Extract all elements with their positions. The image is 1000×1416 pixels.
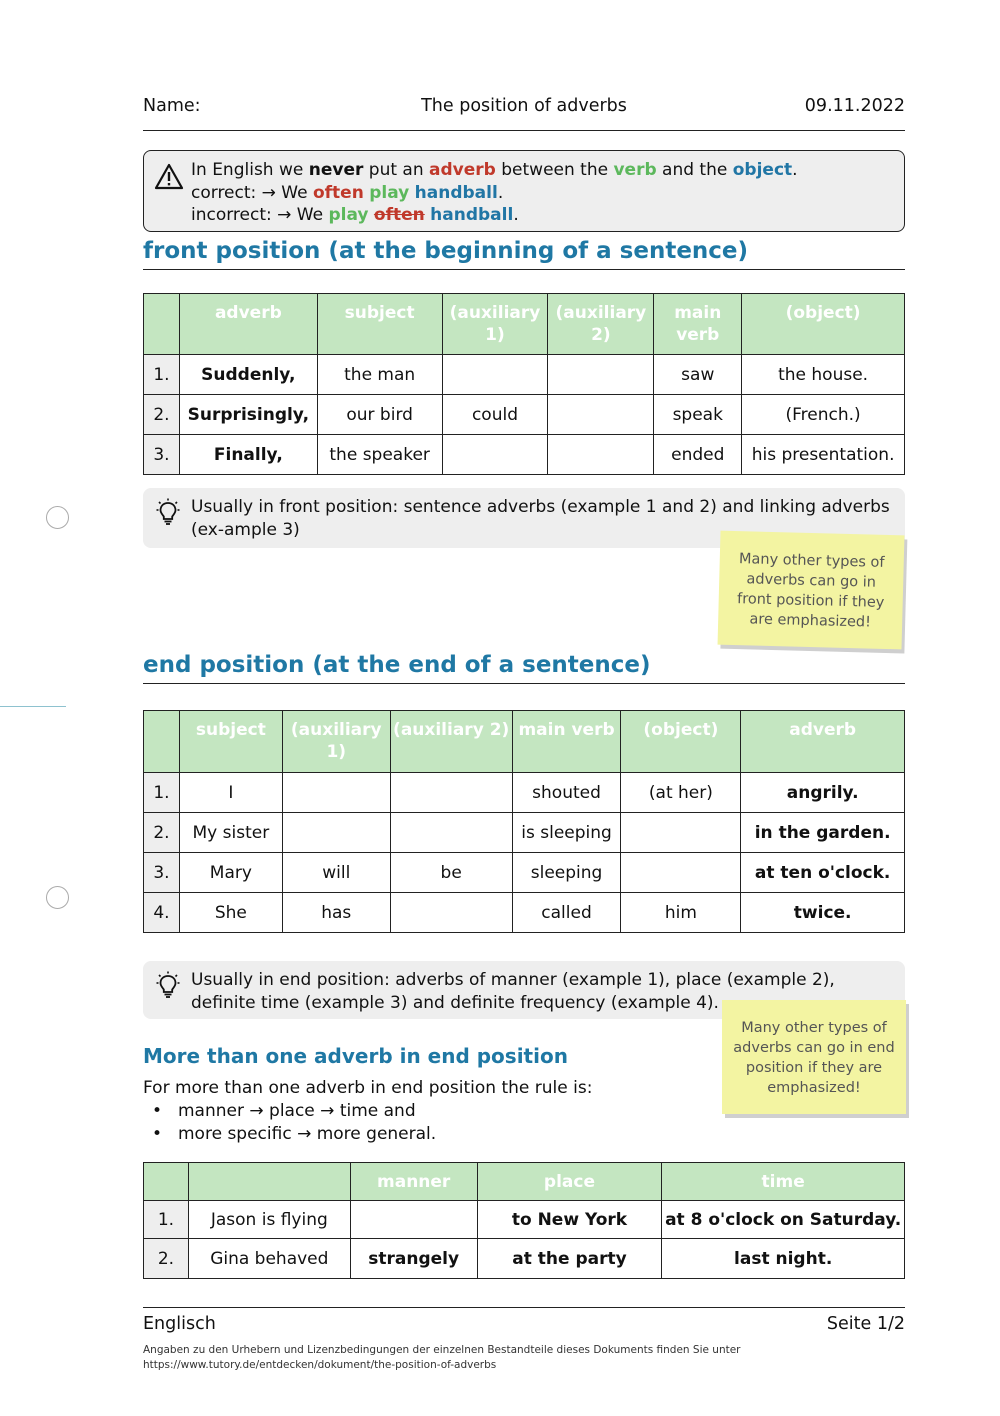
table-row: 3. Mary will be sleeping at ten o'clock. bbox=[144, 853, 905, 893]
table-header-cell: adverb bbox=[741, 711, 905, 773]
table-header-cell: main verb bbox=[512, 711, 621, 773]
page-header bbox=[143, 96, 905, 131]
footer-subject: Englisch bbox=[143, 1314, 216, 1334]
table-row: 2. My sister is sleeping in the garden. bbox=[144, 813, 905, 853]
table-header-cell: (object) bbox=[742, 294, 905, 355]
table-row: 3. Finally, the speaker ended his presentation. bbox=[144, 435, 905, 475]
tip-text-front: Usually in front position: sentence adverbs (example 1 and 2) and linking adverbs (ex-ample 3) bbox=[191, 497, 890, 540]
rule-list bbox=[143, 1100, 703, 1146]
rule-paragraph bbox=[143, 1077, 703, 1146]
punch-hole-mark-top bbox=[46, 506, 69, 529]
table-header-cell: (auxiliary 1) bbox=[442, 294, 548, 355]
table-header-row bbox=[144, 711, 905, 773]
fold-mark bbox=[0, 706, 66, 707]
name-label: Name: bbox=[143, 96, 201, 116]
multi-adverb-table bbox=[143, 1162, 905, 1279]
table-header-cell bbox=[144, 1163, 189, 1201]
warning-box bbox=[143, 150, 905, 232]
credits-link[interactable]: https://www.tutory.de/entdecken/dokument/the-position-of-adverbs bbox=[143, 1359, 497, 1371]
table-row: 1. Suddenly, the man saw the house. bbox=[144, 355, 905, 395]
section-title-front: front position (at the beginning of a sentence) bbox=[143, 238, 905, 270]
keyword-adverb: adverb bbox=[429, 160, 496, 180]
table-row: 2. Gina behaved strangely at the party last night. bbox=[144, 1239, 905, 1279]
table-header-cell: (auxiliary 1) bbox=[282, 711, 390, 773]
struck-adverb: often bbox=[373, 205, 425, 225]
subsection-title-multi: More than one adverb in end position bbox=[143, 1044, 568, 1068]
warning-icon bbox=[154, 163, 184, 197]
table-header-row bbox=[144, 1163, 905, 1201]
table-header-cell: adverb bbox=[179, 294, 317, 355]
page-date: 09.11.2022 bbox=[804, 96, 905, 116]
table-row: 1. I shouted (at her) angrily. bbox=[144, 773, 905, 813]
table-header-cell: time bbox=[662, 1163, 905, 1201]
warning-line-correct: correct: → We often play handball. bbox=[191, 182, 504, 203]
table-header-cell: subject bbox=[179, 711, 282, 773]
punch-hole-mark-bottom bbox=[46, 886, 69, 909]
table-row: 4. She has called him twice. bbox=[144, 893, 905, 933]
table-header-cell: main verb bbox=[654, 294, 742, 355]
footer-page-number: Seite 1/2 bbox=[826, 1314, 905, 1334]
table-header-cell: (object) bbox=[621, 711, 741, 773]
table-header-cell bbox=[144, 294, 180, 355]
table-header-cell: manner bbox=[350, 1163, 477, 1201]
end-position-table bbox=[143, 710, 905, 933]
lightbulb-icon bbox=[156, 971, 180, 1006]
section-title-end: end position (at the end of a sentence) bbox=[143, 652, 905, 684]
list-item: • more specific → more general. bbox=[143, 1123, 703, 1146]
warning-line-rule: In English we never put an adverb between the verb and the object. bbox=[191, 160, 798, 180]
credits-text: Angaben zu den Urhebern und Lizenzbedingungen der einzelnen Bestandteile dieses Dokuments finden Sie unter https://www.tutory.de/entdecken/dokument/the-position-of-adverbs bbox=[143, 1343, 743, 1373]
table-header-cell: subject bbox=[317, 294, 442, 355]
page-title: The position of adverbs bbox=[421, 96, 627, 116]
warning-line-incorrect: incorrect: → We play often handball. bbox=[191, 205, 519, 225]
table-header-row bbox=[144, 294, 905, 355]
list-item: • manner → place → time and bbox=[143, 1100, 703, 1123]
lightbulb-icon bbox=[156, 498, 180, 533]
sticky-note-end: Many other types of adverbs can go in end position if they are emphasized! bbox=[722, 1000, 906, 1114]
front-position-table bbox=[143, 293, 905, 475]
rule-intro: For more than one adverb in end position the rule is: bbox=[143, 1078, 593, 1098]
page-footer bbox=[143, 1307, 905, 1334]
table-header-cell: (auxiliary 2) bbox=[548, 294, 654, 355]
table-row: 1. Jason is flying to New York at 8 o'clock on Saturday. bbox=[144, 1201, 905, 1239]
table-row: 2. Surprisingly, our bird could speak (French.) bbox=[144, 395, 905, 435]
table-header-cell bbox=[144, 711, 180, 773]
keyword-object: object bbox=[732, 160, 793, 180]
tip-text-end: Usually in end position: adverbs of manner (example 1), place (example 2), definite time (example 3) and definite frequency (example 4). bbox=[191, 970, 835, 1013]
table-header-cell bbox=[188, 1163, 350, 1201]
sticky-note-front: Many other types of adverbs can go in front position if they are emphasized! bbox=[718, 531, 905, 650]
keyword-verb: verb bbox=[613, 160, 657, 180]
table-header-cell: place bbox=[477, 1163, 662, 1201]
table-header-cell: (auxiliary 2) bbox=[390, 711, 512, 773]
